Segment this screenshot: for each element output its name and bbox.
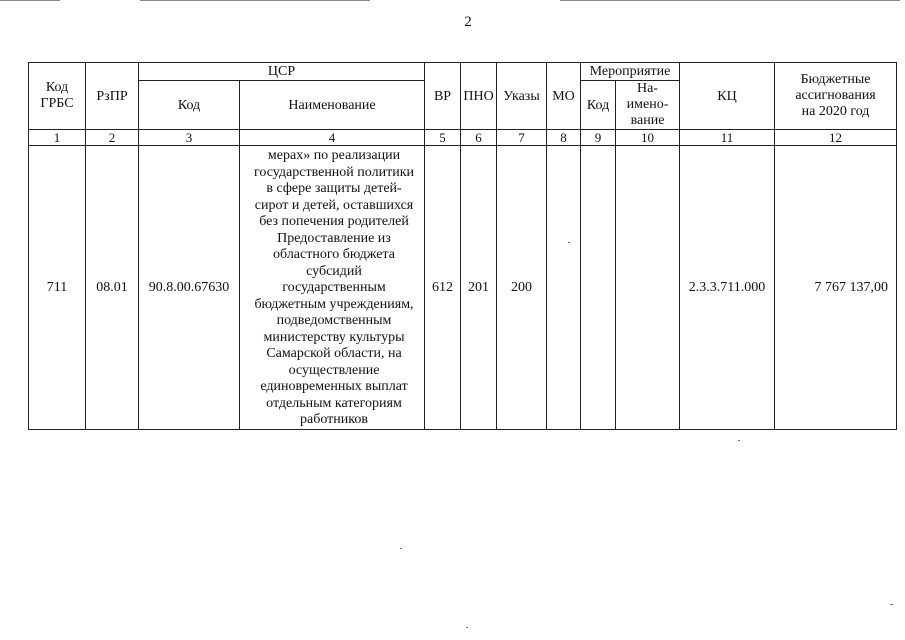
header-meropriyatie: Мероприятие <box>581 63 680 81</box>
table-row <box>29 146 897 430</box>
header-kod-grbs: Код ГРБС <box>29 63 86 130</box>
cell-pno: 201 <box>461 146 497 430</box>
header-csr-kod: Код <box>139 81 240 130</box>
cell-kod-grbs: 711 <box>29 146 86 430</box>
column-number: 8 <box>547 130 581 146</box>
cell-kc: 2.3.3.711.000 <box>680 146 775 430</box>
header-mer-name: На- имено- вание <box>616 81 680 130</box>
cell-vr: 612 <box>425 146 461 430</box>
cell-rzpr: 08.01 <box>86 146 139 430</box>
scan-edge-line <box>0 0 60 1</box>
scan-speck <box>466 627 468 628</box>
cell-mer-kod <box>581 146 616 430</box>
column-number: 12 <box>775 130 897 146</box>
header-budget: Бюджетные ассигнования на 2020 год <box>775 63 897 130</box>
cell-name: мерах» по реализации государственной политики в сфере защиты детей- сирот и детей, оставшихся без попечения родителей Предоставление из областного бюджета субсидий государственным бюджетным учреждениям, подведомственным министерству культуры Самарской области, на осуществление единовременных выплат отдельным категориям работников <box>240 146 425 430</box>
column-number: 6 <box>461 130 497 146</box>
header-csr: ЦСР <box>139 63 425 81</box>
header-csr-name: Наименование <box>240 81 425 130</box>
column-number: 7 <box>497 130 547 146</box>
column-number: 4 <box>240 130 425 146</box>
column-number: 9 <box>581 130 616 146</box>
budget-table <box>28 62 897 430</box>
column-number: 11 <box>680 130 775 146</box>
header-ukazy: Указы <box>497 63 547 130</box>
header-mer-kod: Код <box>581 81 616 130</box>
header-kc: КЦ <box>680 63 775 130</box>
scan-edge-line <box>560 0 900 1</box>
header-mo: МО <box>547 63 581 130</box>
scan-speck <box>400 548 402 549</box>
cell-budget: 7 767 137,00 <box>775 146 897 430</box>
column-number: 10 <box>616 130 680 146</box>
column-number: 3 <box>139 130 240 146</box>
header-row-1 <box>29 63 897 81</box>
header-rzpr: РзПР <box>86 63 139 130</box>
cell-mer-name <box>616 146 680 430</box>
cell-ukazy: 200 <box>497 146 547 430</box>
scan-speck <box>890 604 893 605</box>
cell-mo <box>547 146 581 430</box>
column-number: 5 <box>425 130 461 146</box>
scan-speck <box>568 242 570 243</box>
cell-csr-kod: 90.8.00.67630 <box>139 146 240 430</box>
scan-edge-line <box>140 0 370 1</box>
column-number: 2 <box>86 130 139 146</box>
column-number: 1 <box>29 130 86 146</box>
header-pno: ПНО <box>461 63 497 130</box>
page-number: 2 <box>464 14 472 30</box>
header-vr: ВР <box>425 63 461 130</box>
scan-speck <box>738 440 740 441</box>
column-number-row <box>29 130 897 146</box>
